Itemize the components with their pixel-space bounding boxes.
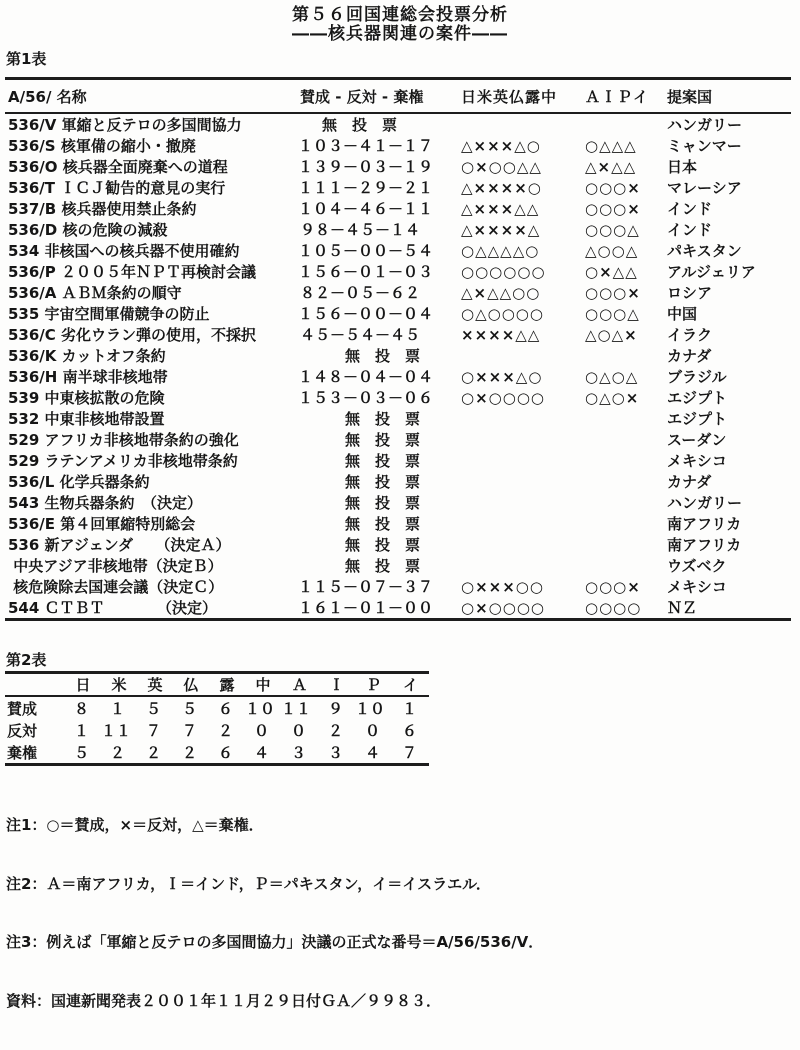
summary-row-label: 反対 [7,721,38,740]
proposer-cell: パキスタン [667,242,742,260]
table-row [5,219,791,240]
aipi-votes-cell [552,113,650,135]
aipi-votes-cell [552,513,650,534]
summary-value-cell: １ [401,699,417,718]
p5-votes-cell: ○×××△○ [461,367,543,386]
summary-value-cell: ６ [217,743,233,762]
proposer-cell: インド [667,200,713,218]
doc-subtitle: ――核兵器関連の案件―― [292,24,508,44]
p5-votes-cell: ○×○○○○ [461,598,546,617]
p5-votes-cell: ○△△△△○ [461,241,540,260]
aipi-votes-cell [552,408,650,429]
summary-row-label: 棄権 [7,743,38,762]
proposer-cell: スーダン [667,431,727,449]
aipi-votes-cell: ○○○× [585,577,641,596]
p5-votes-cell [430,450,552,471]
table2-section [0,651,800,766]
vote-tally-cell: 無 投 票 [344,557,420,575]
aipi-votes-cell [552,534,650,555]
vote-summary-table [5,671,429,766]
vote-tally-cell: １０３－４１－１７ [298,137,434,155]
vote-tally-cell: 無 投 票 [344,494,420,512]
case-name-cell: 544 ＣＴＢＴ （決定） [8,599,218,617]
p5-votes-cell: ○×○○△△ [461,157,542,176]
proposer-cell: カナダ [667,347,712,365]
proposer-cell: メキシコ [667,578,727,596]
p5-votes-cell: ○×○○○○ [461,388,546,407]
p5-votes-cell [430,555,552,576]
summary-value-cell: ２ [327,721,343,740]
summary-value-cell: ６ [401,721,417,740]
proposer-cell: ハンガリー [667,494,743,512]
summary-value-cell: ０ [290,721,306,740]
vote-tally-cell: １５３－０３－０６ [298,389,434,407]
country-column-header: Ｉ [318,673,355,697]
note-line: 注2：Ａ＝南アフリカ，Ｉ＝インド，Ｐ＝パキスタン，イ＝イスラエル． [6,874,491,893]
p5-votes-cell: △×××△○ [461,136,541,155]
proposer-cell: エジプト [667,389,728,407]
header-proposer: 提案国 [650,79,791,114]
table-row [5,261,791,282]
case-name-cell: 536/H 南半球非核地帯 [8,368,168,386]
p5-votes-cell [430,113,552,135]
summary-value-cell: ４ [364,743,380,762]
summary-value-cell: ４ [253,743,269,762]
country-column-header: Ｐ [355,673,392,697]
proposer-cell: 南アフリカ [667,536,742,554]
proposer-cell: 南アフリカ [667,515,742,533]
table1-header-row [5,79,791,114]
summary-value-cell: ２ [145,743,161,762]
country-column-header: 仏 [173,673,209,697]
table1-label: 第1表 [6,50,47,68]
table-row [5,408,791,429]
vote-tally-cell: 無 投 票 [344,347,420,365]
summary-row [5,741,429,765]
table2-header-row [5,673,429,697]
summary-value-cell: ７ [145,721,161,740]
case-name-cell: 534 非核国への核兵器不使用確約 [8,242,240,260]
vote-tally-cell: １５６－００－０４ [298,305,434,323]
p5-votes-cell [430,534,552,555]
vote-tally-cell: ９８－４５－１４ [299,221,420,239]
footnotes [6,777,800,1050]
header-resolution-name: A/56/ 名称 [5,79,298,114]
table2-label: 第2表 [6,651,47,669]
country-column-header: 米 [101,673,137,697]
p5-votes-cell [430,471,552,492]
aipi-votes-cell: ○△△△ [585,136,637,155]
vote-tally-cell: 無 投 票 [344,410,420,428]
aipi-votes-cell [552,471,650,492]
aipi-votes-cell: ○×△△ [585,262,638,281]
vote-tally-cell: １３９－０３－１９ [298,158,434,176]
summary-value-cell: ５ [181,699,197,718]
proposer-cell: ＮＺ [667,599,698,617]
table-row [5,576,791,597]
vote-tally-cell: 無 投 票 [344,515,420,533]
note-line: 注1：○＝賛成，×＝反対，△＝棄権． [6,816,264,834]
aipi-votes-cell: ○△○△ [585,367,639,386]
table-row [5,282,791,303]
summary-value-cell: １ [109,699,125,718]
case-name-cell: 537/B 核兵器使用禁止条約 [8,200,197,218]
proposer-cell: エジプト [667,410,728,428]
summary-value-cell: ０ [364,721,380,740]
proposer-cell: メキシコ [667,452,727,470]
proposer-cell: カナダ [667,473,712,491]
vote-tally-cell: 無 投 票 [344,536,420,554]
summary-value-cell: ５ [145,699,161,718]
vote-tally-cell: ４５－５４－４５ [299,326,420,344]
vote-tally-cell: １６１－０１－００ [298,599,434,617]
case-name-cell: 536/D 核の危険の減殺 [8,221,168,239]
summary-value-cell: １１ [281,699,312,718]
proposer-cell: イラク [667,326,713,344]
p5-votes-cell: ○○○○○○ [461,262,546,281]
p5-votes-cell: △××××○ [461,178,542,197]
aipi-votes-cell [552,492,650,513]
table-row [5,450,791,471]
aipi-votes-cell: ○△○× [585,388,640,407]
summary-row [5,719,429,741]
country-column-header: Ａ [281,673,318,697]
case-name-cell: 536/V 軍縮と反テロの多国間協力 [8,116,242,134]
vote-tally-cell: １４８－０４－０４ [298,368,434,386]
case-name-cell: 529 ラテンアメリカ非核地帯条約 [8,452,238,470]
case-name-cell: 536/P ２００５年ＮＰＴ再検討会議 [8,263,257,281]
vote-tally-cell: 無 投 票 [321,116,397,134]
summary-value-cell: ８ [73,699,89,718]
proposer-cell: アルジェリア [667,263,756,281]
table-row [5,156,791,177]
proposer-cell: インド [667,221,713,239]
p5-votes-cell [430,408,552,429]
case-name-cell: 核危険除去国連会議（決定Ｃ） [8,578,224,596]
table-row [5,240,791,261]
case-name-cell: 536/T ＩＣＪ勧告的意見の実行 [8,179,226,197]
table-row [5,303,791,324]
country-column-header: 日 [65,673,101,697]
case-name-cell: 536/S 核軍備の縮小・撤廃 [8,137,196,155]
summary-value-cell: ２ [109,743,125,762]
case-name-cell: 536/E 第４回軍縮特別総会 [8,515,196,533]
summary-value-cell: ２ [217,721,233,740]
case-name-cell: 532 中東非核地帯設置 [8,410,165,428]
case-name-cell: 529 アフリカ非核地帯条約の強化 [8,431,239,449]
proposer-cell: ハンガリー [667,116,743,134]
summary-value-cell: ３ [290,743,306,762]
case-name-cell: 中央アジア非核地帯（決定Ｂ） [8,557,223,575]
vote-tally-cell: １０４－４６－１１ [298,200,434,218]
table-row [5,471,791,492]
proposer-cell: 中国 [667,305,698,323]
aipi-votes-cell: ○○○× [585,283,641,302]
vote-analysis-table [5,77,791,621]
p5-votes-cell: ○×××○○ [461,577,544,596]
country-column-header: 英 [137,673,173,697]
summary-value-cell: １０ [245,699,276,718]
p5-votes-cell: ○△○○○○ [461,304,544,323]
aipi-votes-cell: △○△× [585,325,638,344]
note-line: 資料：国連新聞発表２００１年１１月２９日付ＧＡ／９９８３． [6,991,442,1010]
table-row [5,198,791,219]
aipi-votes-cell: ○○○△ [585,304,640,323]
summary-value-cell: ６ [217,699,233,718]
summary-value-cell: ５ [73,743,89,762]
summary-value-cell: ９ [327,699,343,718]
aipi-votes-cell [552,345,650,366]
table-row [5,177,791,198]
summary-value-cell: ７ [181,721,197,740]
vote-tally-cell: １１５－０７－３７ [298,578,434,596]
p5-votes-cell: △×××△△ [461,199,540,218]
vote-tally-cell: １０５－００－５４ [298,242,434,260]
header-vote-tally: 賛成 - 反対 - 棄権 [298,79,430,114]
p5-votes-cell [430,513,552,534]
proposer-cell: ウズベク [667,557,727,575]
table-row [5,429,791,450]
p5-votes-cell [430,492,552,513]
summary-value-cell: １ [73,721,89,740]
aipi-votes-cell [552,429,650,450]
doc-title: 第５６回国連総会投票分析 [292,5,508,25]
case-name-cell: 543 生物兵器条約 （決定） [8,494,203,512]
p5-votes-cell: △×△△○○ [461,283,541,302]
header-p5-countries: 日米英仏露中 [430,79,552,114]
table-row [5,534,791,555]
note-line: 注3：例えば「軍縮と反テロの多国間協力」決議の正式な番号＝A/56/536/V． [6,933,544,951]
table-row [5,492,791,513]
case-name-cell: 536/K カットオフ条約 [8,347,166,365]
header-aipi-countries: ＡＩＰイ [552,79,650,114]
proposer-cell: マレーシア [667,179,742,197]
case-name-cell: 536/O 核兵器全面廃棄への道程 [8,158,228,176]
header-empty-cell [5,673,65,697]
vote-tally-cell: 無 投 票 [344,431,420,449]
summary-value-cell: １０ [355,699,386,718]
vote-tally-cell: ８２－０５－６２ [299,284,420,302]
aipi-votes-cell: ○○○○ [585,598,642,617]
p5-votes-cell: △××××△ [461,220,541,239]
aipi-votes-cell: ○○○× [585,199,641,218]
p5-votes-cell [430,345,552,366]
p5-votes-cell [430,429,552,450]
aipi-votes-cell [552,555,650,576]
country-column-header: 中 [245,673,281,697]
case-name-cell: 536/L 化学兵器条約 [8,473,150,491]
proposer-cell: ミャンマー [667,137,742,155]
title-block [0,6,800,44]
vote-tally-cell: 無 投 票 [344,452,420,470]
summary-value-cell: ３ [327,743,343,762]
aipi-votes-cell [552,450,650,471]
table-row [5,513,791,534]
table-row [5,113,791,135]
aipi-votes-cell: △○○△ [585,241,639,260]
summary-row [5,696,429,719]
country-column-header: 露 [209,673,245,697]
table-row [5,345,791,366]
proposer-cell: ブラジル [667,368,727,386]
aipi-votes-cell: ○○○△ [585,220,640,239]
aipi-votes-cell: ○○○× [585,178,641,197]
table-row [5,135,791,156]
summary-value-cell: ２ [181,743,197,762]
case-name-cell: 536/C 劣化ウラン弾の使用，不採択 [8,326,257,344]
summary-value-cell: ０ [253,721,269,740]
case-name-cell: 536/A ＡＢＭ条約の順守 [8,284,182,302]
vote-tally-cell: １５６－０１－０３ [298,263,434,281]
case-name-cell: 536 新アジェンダ （決定Ａ） [8,536,231,554]
country-column-header: イ [392,673,429,697]
table-row [5,387,791,408]
proposer-cell: ロシア [667,284,713,302]
proposer-cell: 日本 [667,158,698,176]
summary-row-label: 賛成 [7,699,38,718]
table-row [5,555,791,576]
aipi-votes-cell: △×△△ [585,157,637,176]
case-name-cell: 539 中東核拡散の危険 [8,389,165,407]
table-row [5,366,791,387]
table-row [5,597,791,620]
table-row [5,324,791,345]
vote-tally-cell: 無 投 票 [344,473,420,491]
case-name-cell: 535 宇宙空間軍備競争の防止 [8,305,210,323]
p5-votes-cell: ××××△△ [461,325,541,344]
vote-tally-cell: １１１－２９－２１ [298,179,434,197]
summary-value-cell: ７ [401,743,417,762]
summary-value-cell: １１ [101,721,132,740]
